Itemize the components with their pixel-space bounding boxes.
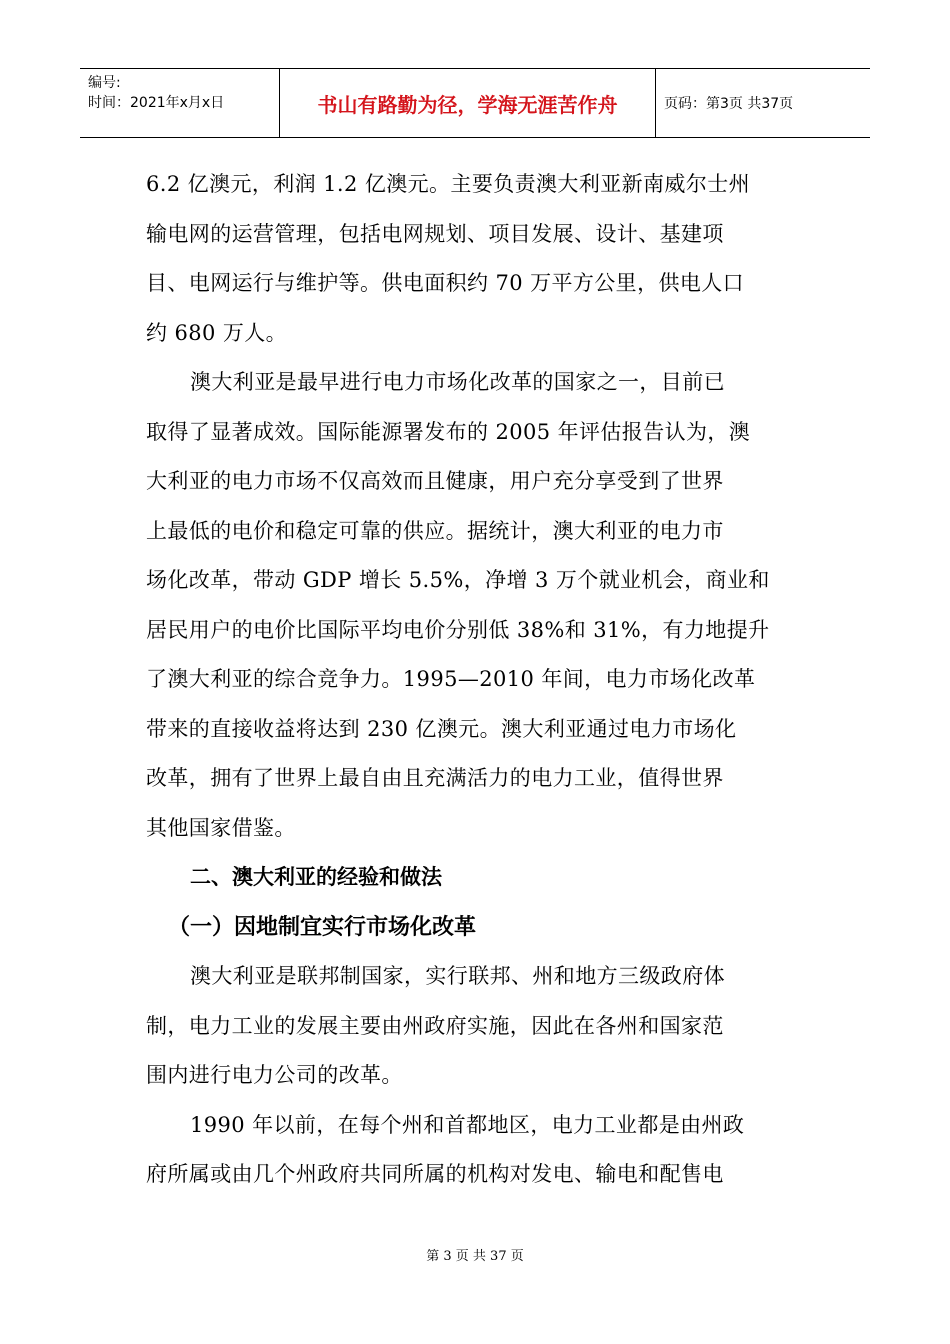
text-line: 6.2 亿澳元，利润 1.2 亿澳元。主要负责澳大利亚新南威尔士州 xyxy=(146,172,751,196)
text-line: 府所属或由几个州政府共同所属的机构对发电、输电和配售电 xyxy=(146,1162,724,1186)
text-line: 目、电网运行与维护等。供电面积约 70 万平方公里，供电人口 xyxy=(146,271,745,295)
text-line: 澳大利亚是联邦制国家，实行联邦、州和地方三级政府体 xyxy=(190,964,725,988)
header-page-info: 页码：第3页 共37页 xyxy=(664,96,794,112)
text-line: 其他国家借鉴。 xyxy=(146,815,296,840)
text-line: 输电网的运营管理，包括电网规划、项目发展、设计、基建项 xyxy=(146,221,724,246)
text-line: 约 680 万人。 xyxy=(146,320,288,345)
text-line: 居民用户的电价比国际平均电价分别低 38%和 31%，有力地提升 xyxy=(146,617,770,642)
paragraph-3 xyxy=(146,952,806,1101)
paragraph-1 xyxy=(146,160,806,358)
text-line: 改革，拥有了世界上最自由且充满活力的电力工业，值得世界 xyxy=(146,766,724,790)
paragraph-4 xyxy=(146,1101,806,1200)
text-line: 取得了显著成效。国际能源署发布的 2005 年评估报告认为，澳 xyxy=(146,419,751,444)
text-line: 场化改革，带动 GDP 增长 5.5%，净增 3 万个就业机会，商业和 xyxy=(146,568,770,592)
subsection-heading: （一）因地制宜实行市场化改革 xyxy=(168,914,477,940)
document-body xyxy=(146,160,806,1200)
text-line: 大利亚的电力市场不仅高效而且健康，用户充分享受到了世界 xyxy=(146,469,724,493)
text-line: 围内进行电力公司的改革。 xyxy=(146,1063,403,1087)
text-line: 1990 年以前，在每个州和首都地区，电力工业都是由州政 xyxy=(190,1112,745,1137)
text-line: 上最低的电价和稳定可靠的供应。据统计，澳大利亚的电力市 xyxy=(146,518,724,543)
text-line: 了澳大利亚的综合竞争力。1995—2010 年间，电力市场化改革 xyxy=(146,667,756,691)
time-label: 时间：2021年x月x日 xyxy=(88,95,225,111)
text-line: 带来的直接收益将达到 230 亿澳元。澳大利亚通过电力市场化 xyxy=(146,716,737,741)
text-line: 澳大利亚是最早进行电力市场化改革的国家之一，目前已 xyxy=(190,370,725,394)
header-meta xyxy=(80,69,280,137)
number-label: 编号: xyxy=(88,75,121,91)
paragraph-2 xyxy=(146,358,806,853)
page-footer: 第 3 页 共 37 页 xyxy=(426,1249,524,1264)
header-motto: 书山有路勤为径，学海无涯苦作舟 xyxy=(280,69,656,137)
page-header xyxy=(80,68,870,138)
section-heading: 二、澳大利亚的经验和做法 xyxy=(190,865,442,889)
text-line: 制，电力工业的发展主要由州政府实施，因此在各州和国家范 xyxy=(146,1013,724,1038)
